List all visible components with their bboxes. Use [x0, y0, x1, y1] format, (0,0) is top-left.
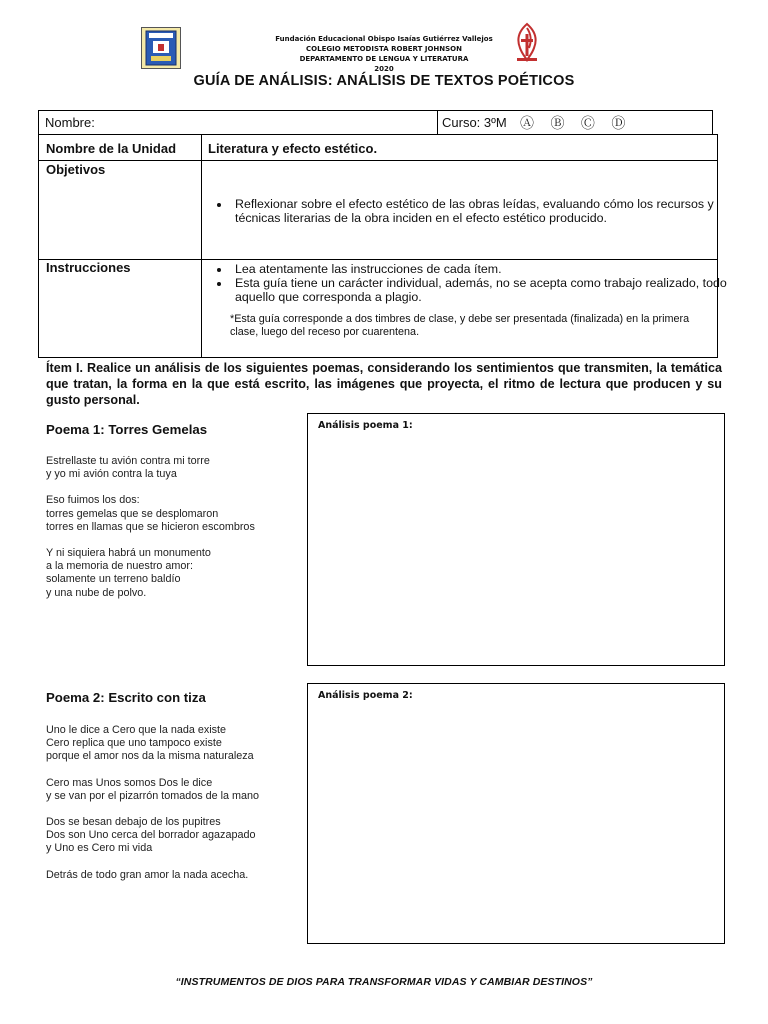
poem-line: Y ni siquiera habrá un monumento [46, 547, 211, 560]
poem-2-analysis-box[interactable] [307, 683, 725, 944]
poem-2-title-prefix: Poema 2: [46, 690, 105, 705]
unit-value: Literatura y efecto estético. [208, 141, 378, 156]
footer-motto: “INSTRUMENTOS DE DIOS PARA TRANSFORMAR VIDAS Y CAMBIAR DESTINOS” [175, 976, 593, 988]
course-option-b[interactable]: Ⓑ [550, 116, 571, 132]
course-field [437, 110, 713, 135]
school-year: 2020 [374, 65, 394, 73]
poem-stanza [46, 869, 259, 882]
unit-info-table [38, 134, 727, 358]
objectives-label: Objetivos [46, 162, 106, 177]
methodist-cross-flame-icon [514, 22, 540, 62]
instructions-label: Instrucciones [46, 260, 131, 275]
poem-stanza [46, 455, 255, 481]
school-name: COLEGIO METODISTA ROBERT JOHNSON [306, 45, 462, 53]
poem-2-body [46, 724, 259, 895]
instruction-item: • Esta guía tiene un carácter individual, además, no se acepta como trabajo realizado, todo aquello que corresponda a plagio. [231, 276, 731, 304]
poem-1-title-text: Torres Gemelas [108, 422, 208, 437]
course-option-d[interactable]: Ⓓ [611, 116, 632, 132]
name-field[interactable] [38, 110, 438, 135]
poem-line: Uno le dice a Cero que la nada existe [46, 724, 227, 736]
poem-line: Cero replica que uno tampoco existe [46, 737, 222, 750]
poem-1-title [46, 422, 207, 437]
course-option-a[interactable]: Ⓐ [520, 116, 540, 132]
objectives-list [209, 197, 731, 225]
poem-1-title-prefix: Poema 1: [46, 422, 105, 437]
item-one-heading: Ítem I. Realice un análisis de los siguientes poemas, considerando los sentimientos que transmiten, la temática que tratan, la forma en la que está escrito, las imágenes que proyecta, el ritmo de lectura que producen y su gusto personal. [46, 361, 722, 407]
poem-stanza [46, 816, 259, 856]
objective-item: • Reflexionar sobre el efecto estético de las obras leídas, evaluando cómo los recursos y técnicas literarias de la obra inciden en el efecto estético producido. [231, 197, 731, 225]
poem-1-analysis-box[interactable] [307, 413, 725, 666]
poem-stanza [46, 777, 259, 803]
poem-line: y se van por el pizarrón tomados de la mano [46, 789, 260, 802]
poem-line: torres gemelas que se desplomaron [46, 507, 219, 520]
department-name: DEPARTAMENTO DE LENGUA Y LITERATURA [299, 55, 469, 63]
poem-line: porque el amor nos da la misma naturaleza [46, 750, 254, 763]
poem-2-title [46, 690, 206, 705]
instructions-list [209, 262, 731, 304]
institution-name: Fundación Educacional Obispo Isaías Gutiérrez Vallejos [275, 35, 493, 43]
page-title: GUÍA DE ANÁLISIS: ANÁLISIS DE TEXTOS POÉTICOS [193, 73, 575, 89]
course-option-c[interactable]: Ⓒ [580, 116, 601, 132]
poem-line: y Uno es Cero mi vida [46, 842, 153, 855]
poem-line: Cero mas Unos somos Dos le dice [46, 776, 213, 789]
poem-line: torres en llamas que se hicieron escombros [46, 520, 255, 533]
poem-1-analysis-label: Análisis poema 1: [318, 420, 413, 431]
poem-stanza [46, 494, 255, 534]
school-crest-icon [141, 27, 181, 69]
poem-line: y una nube de polvo. [46, 586, 147, 599]
poem-line: y yo mi avión contra la tuya [46, 468, 177, 481]
poem-stanza [46, 547, 255, 600]
poem-line: Dos son Uno cerca del borrador agazapado [46, 829, 256, 842]
poem-line: a la memoria de nuestro amor: [46, 560, 194, 573]
instructions-note: *Esta guía corresponde a dos timbres de clase, y debe ser presentada (finalizada) en la primera clase, luego del receso por cuarentena. [230, 313, 690, 338]
poem-line: Detrás de todo gran amor la nada acecha. [46, 868, 249, 881]
poem-2-analysis-label: Análisis poema 2: [318, 690, 413, 701]
poem-line: solamente un terreno baldío [46, 573, 181, 586]
poem-1-body [46, 455, 255, 613]
poem-line: Dos se besan debajo de los pupitres [46, 816, 221, 829]
course-label: Curso: 3ºM [442, 115, 507, 130]
poem-line: Estrellaste tu avión contra mi torre [46, 455, 210, 467]
poem-2-title-text: Escrito con tiza [108, 690, 206, 705]
unit-label: Nombre de la Unidad [46, 141, 177, 156]
instruction-item: • Lea atentamente las instrucciones de cada ítem. [231, 262, 731, 276]
name-label: Nombre: [45, 115, 95, 130]
poem-line: Eso fuimos los dos: [46, 494, 140, 507]
poem-stanza [46, 724, 259, 764]
